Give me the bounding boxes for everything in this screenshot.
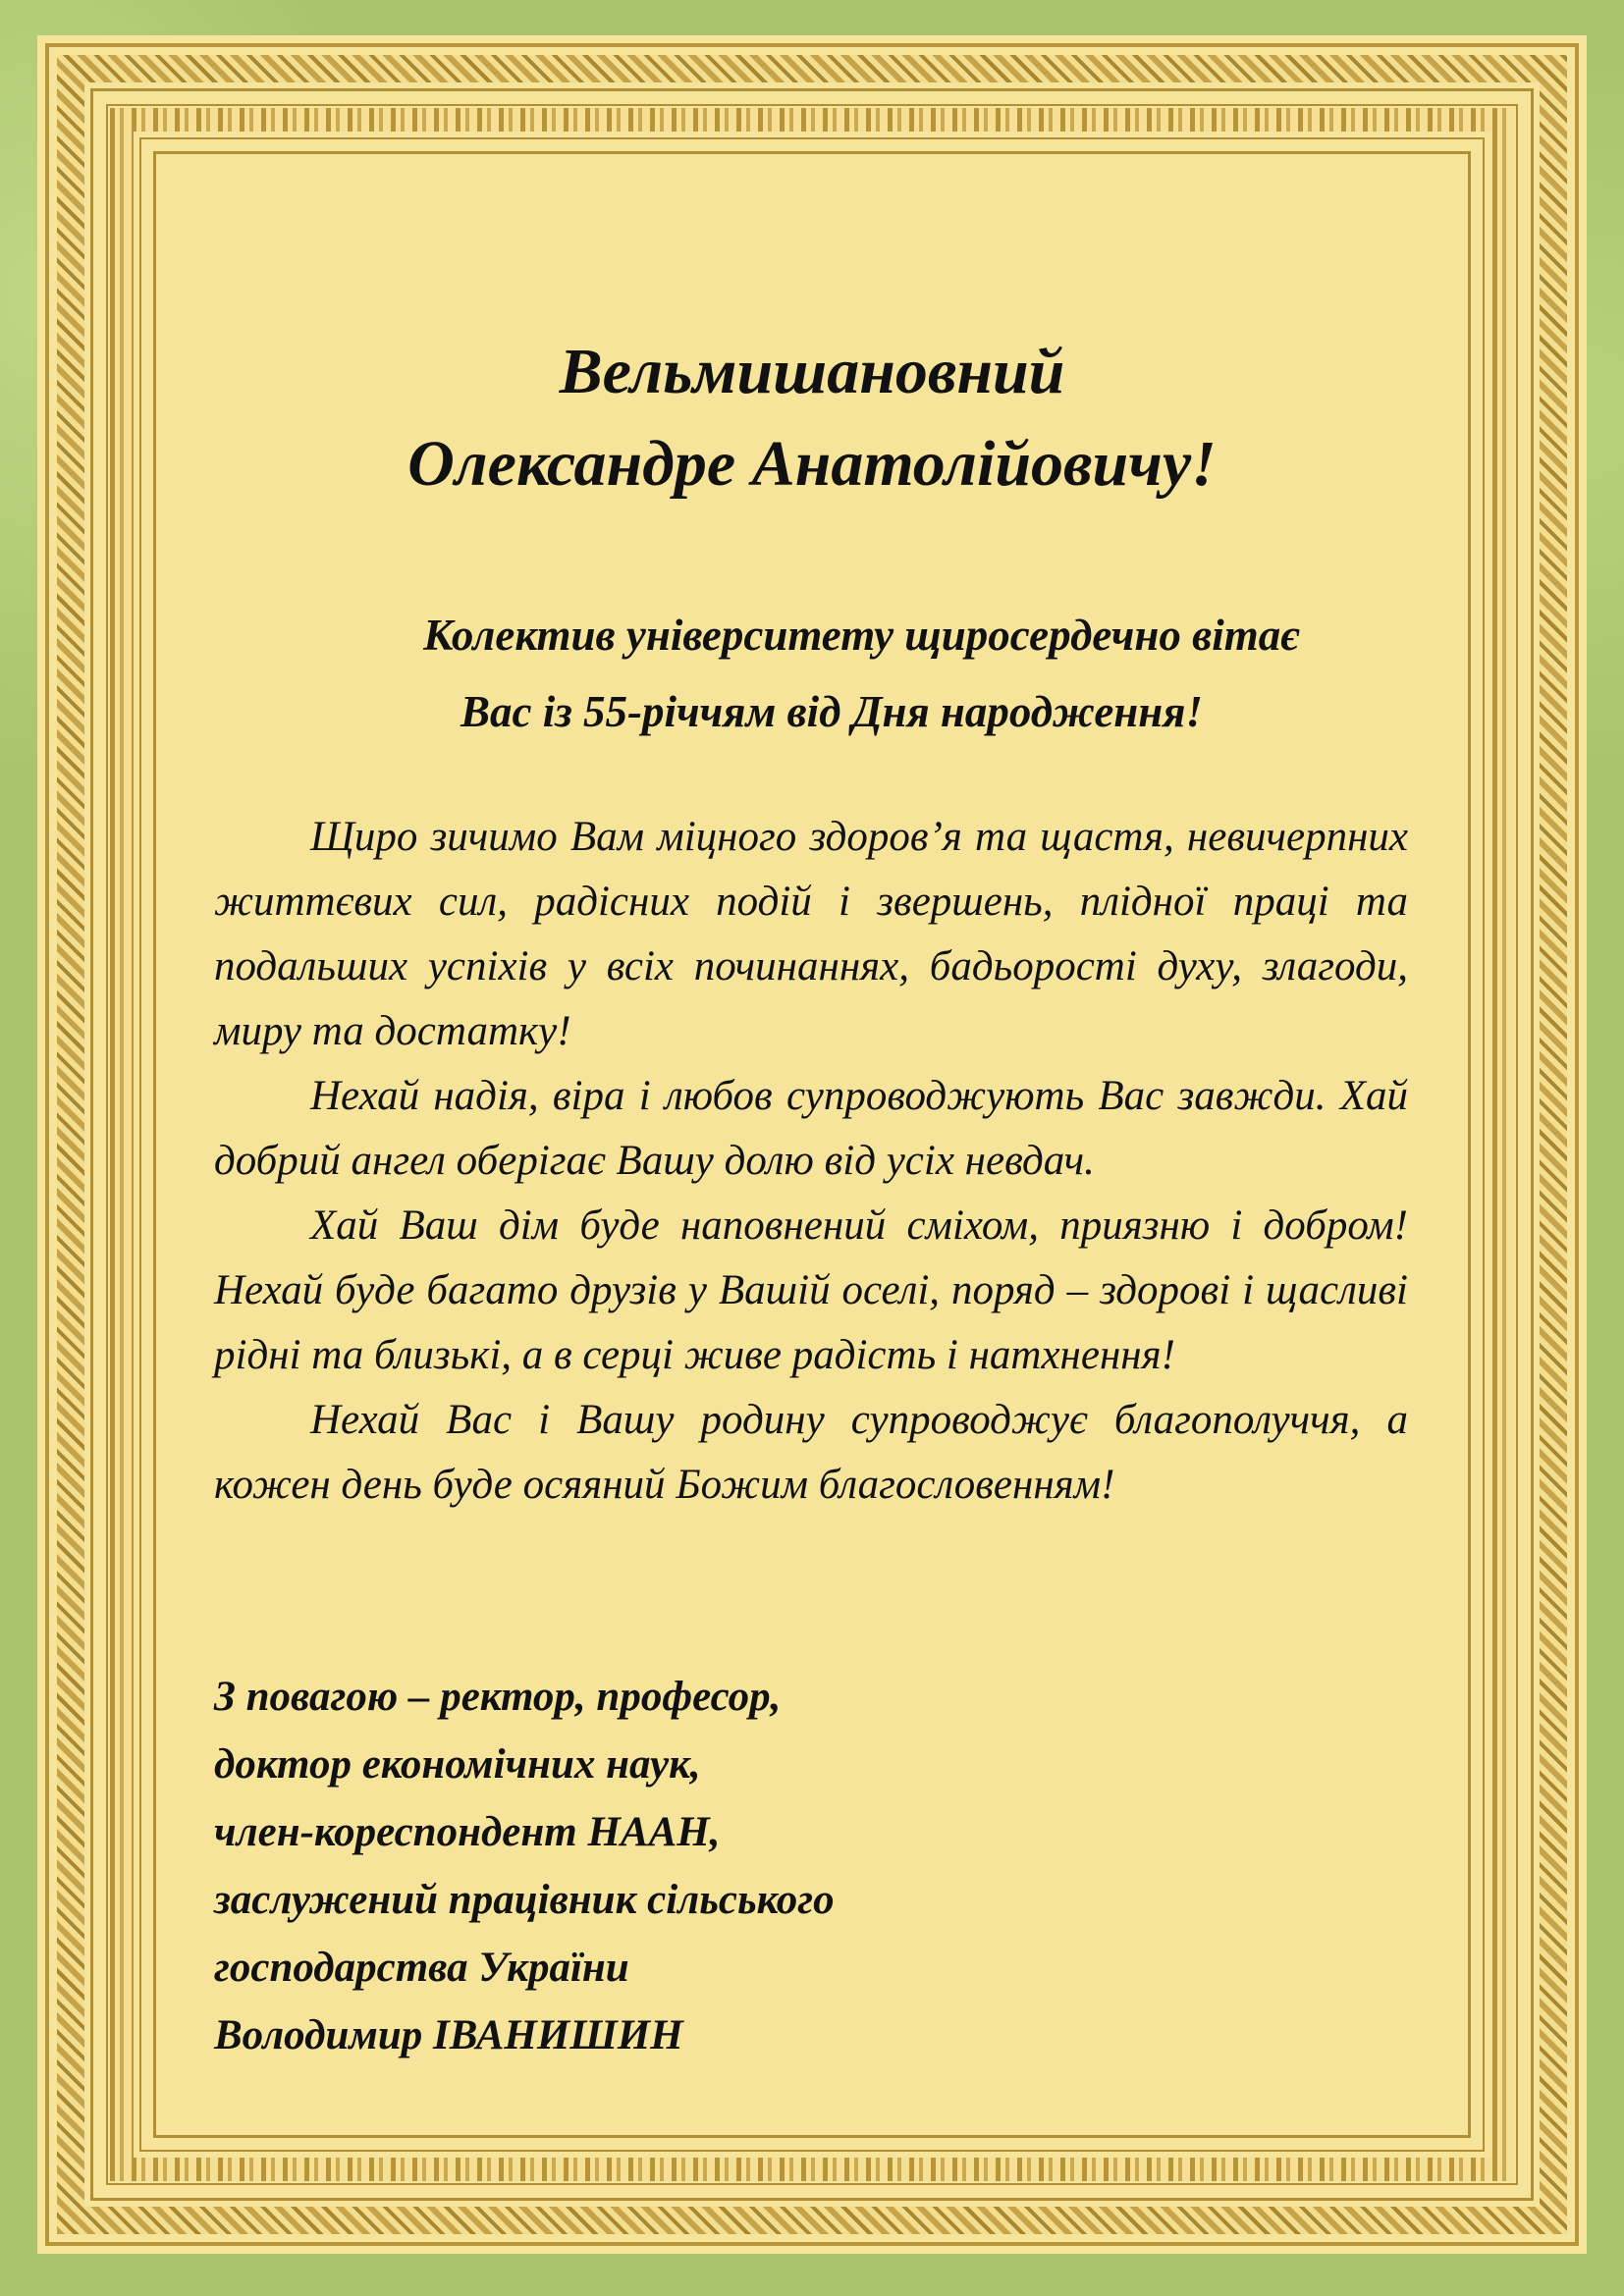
greeting-heading — [175, 326, 1449, 510]
intro-line-2: Вас із 55-річчям від Дня народження! — [460, 687, 1203, 736]
wishes-paragraph: Нехай надія, віра і любов супроводжують Вас завжди. Хай добрий ангел оберігає Вашу долю від усіх невдач. — [214, 1073, 1408, 1184]
greeting-line-1: Вельмишановний — [559, 336, 1065, 407]
signature-line: заслужений працівник сільського — [214, 1877, 835, 1923]
signature-name: Володимир ІВАНИШИН — [214, 2012, 683, 2058]
signature-block — [214, 1663, 1410, 2069]
greeting-card — [37, 35, 1587, 2254]
wishes-body — [214, 805, 1408, 1518]
signature-line: доктор економічних наук, — [214, 1741, 701, 1788]
signature-line: член-кореспондент НААН, — [214, 1809, 721, 1855]
signature-line: З повагою – ректор, професор, — [214, 1674, 782, 1720]
signature-line: господарства України — [214, 1945, 629, 1991]
greeting-line-2: Олександре Анатолійовичу! — [407, 428, 1217, 500]
intro-line-1: Колектив університету щиросердечно вітає — [423, 611, 1299, 660]
wishes-paragraph: Хай Ваш дім буде наповнений сміхом, приязню і добром! Нехай буде багато друзів у Вашій оселі, поряд – здорові і щасливі рідні та близькі, а в серці живе радість і натхнення! — [214, 1202, 1408, 1378]
intro-text — [175, 597, 1449, 750]
wishes-paragraph: Щиро зичимо Вам міцного здоров’я та щастя, невичерпних життєвих сил, радісних подій і звершень, плідної праці та подальших успіхів у всіх починаннях, бадьорості духу, злагоди, миру та достатку! — [214, 814, 1408, 1054]
card-content — [175, 173, 1449, 2116]
wishes-paragraph: Нехай Вас і Вашу родину супроводжує благополуччя, а кожен день буде осяяний Божим благословенням! — [214, 1397, 1408, 1508]
